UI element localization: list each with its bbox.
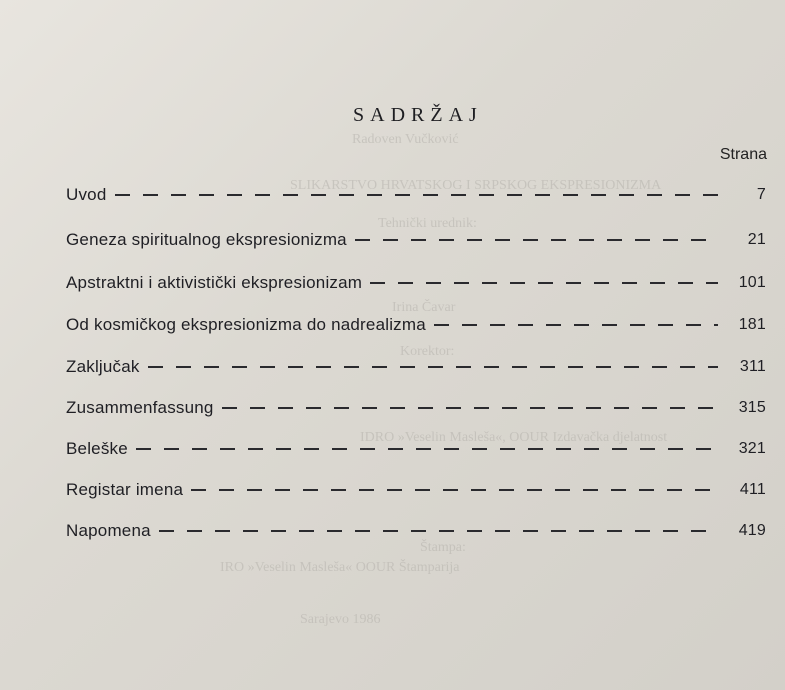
toc-entry[interactable] — [66, 354, 766, 380]
show-through-text: Tehnički urednik: — [378, 216, 477, 231]
toc-entry[interactable] — [66, 518, 766, 544]
toc-entry[interactable] — [66, 395, 766, 421]
dash-leader — [222, 407, 718, 409]
dash-leader — [434, 324, 718, 326]
toc-entry[interactable] — [66, 312, 766, 338]
toc-entry-title: Zusammenfassung — [66, 398, 214, 417]
toc-entry-page: 315 — [738, 399, 766, 416]
page-column-label: Strana — [719, 146, 767, 163]
show-through-text: IDRO »Veselin Masleša«, OOUR Izdavačka djelatnost — [360, 430, 668, 445]
show-through-text: Korektor: — [400, 344, 455, 359]
toc-entry-title: Napomena — [66, 521, 151, 540]
dash-leader — [370, 282, 718, 284]
dash-leader — [159, 530, 718, 532]
toc-entry-page: 21 — [747, 231, 766, 248]
toc-entry-page: 7 — [756, 186, 766, 203]
show-through-text: Irina Čavar — [392, 300, 456, 315]
toc-entry[interactable] — [66, 477, 766, 503]
dash-leader — [355, 239, 718, 241]
dash-leader — [115, 194, 719, 196]
toc-entry-page: 101 — [738, 274, 766, 291]
dash-leader — [136, 448, 718, 450]
show-through-text: Sarajevo 1986 — [300, 612, 381, 627]
toc-entry-title: Zaključak — [66, 357, 140, 376]
toc-entry-title: Od kosmičkog ekspresionizma do nadrealizma — [66, 315, 426, 334]
page-title: SADRŽAJ — [353, 104, 483, 126]
toc-entry-title: Uvod — [66, 185, 107, 204]
toc-entry-page: 411 — [739, 481, 766, 498]
toc-entry-page: 311 — [739, 358, 766, 375]
toc-entry-page: 181 — [738, 316, 766, 333]
toc-entry-title: Geneza spiritualnog ekspresionizma — [66, 230, 347, 249]
show-through-text: SLIKARSTVO HRVATSKOG I SRPSKOG EKSPRESIONIZMA — [290, 178, 662, 193]
toc-entry-title: Registar imena — [66, 480, 184, 499]
show-through-text: IRO »Veselin Masleša« OOUR Štamparija — [220, 560, 460, 575]
toc-entry[interactable] — [66, 270, 766, 296]
dash-leader — [148, 366, 718, 368]
toc-entry[interactable] — [66, 227, 766, 253]
toc-entry[interactable] — [66, 436, 766, 462]
toc-entry-title: Apstraktni i aktivistički ekspresionizam — [66, 273, 363, 292]
toc-entry-title: Beleške — [66, 439, 128, 458]
dash-leader — [191, 489, 718, 491]
show-through-text: Štampa: — [420, 540, 466, 555]
toc-entry[interactable] — [66, 182, 766, 208]
show-through-text: Radoven Vučković — [352, 132, 459, 147]
toc-entry-page: 419 — [738, 522, 766, 539]
toc-entry-page: 321 — [738, 440, 766, 457]
